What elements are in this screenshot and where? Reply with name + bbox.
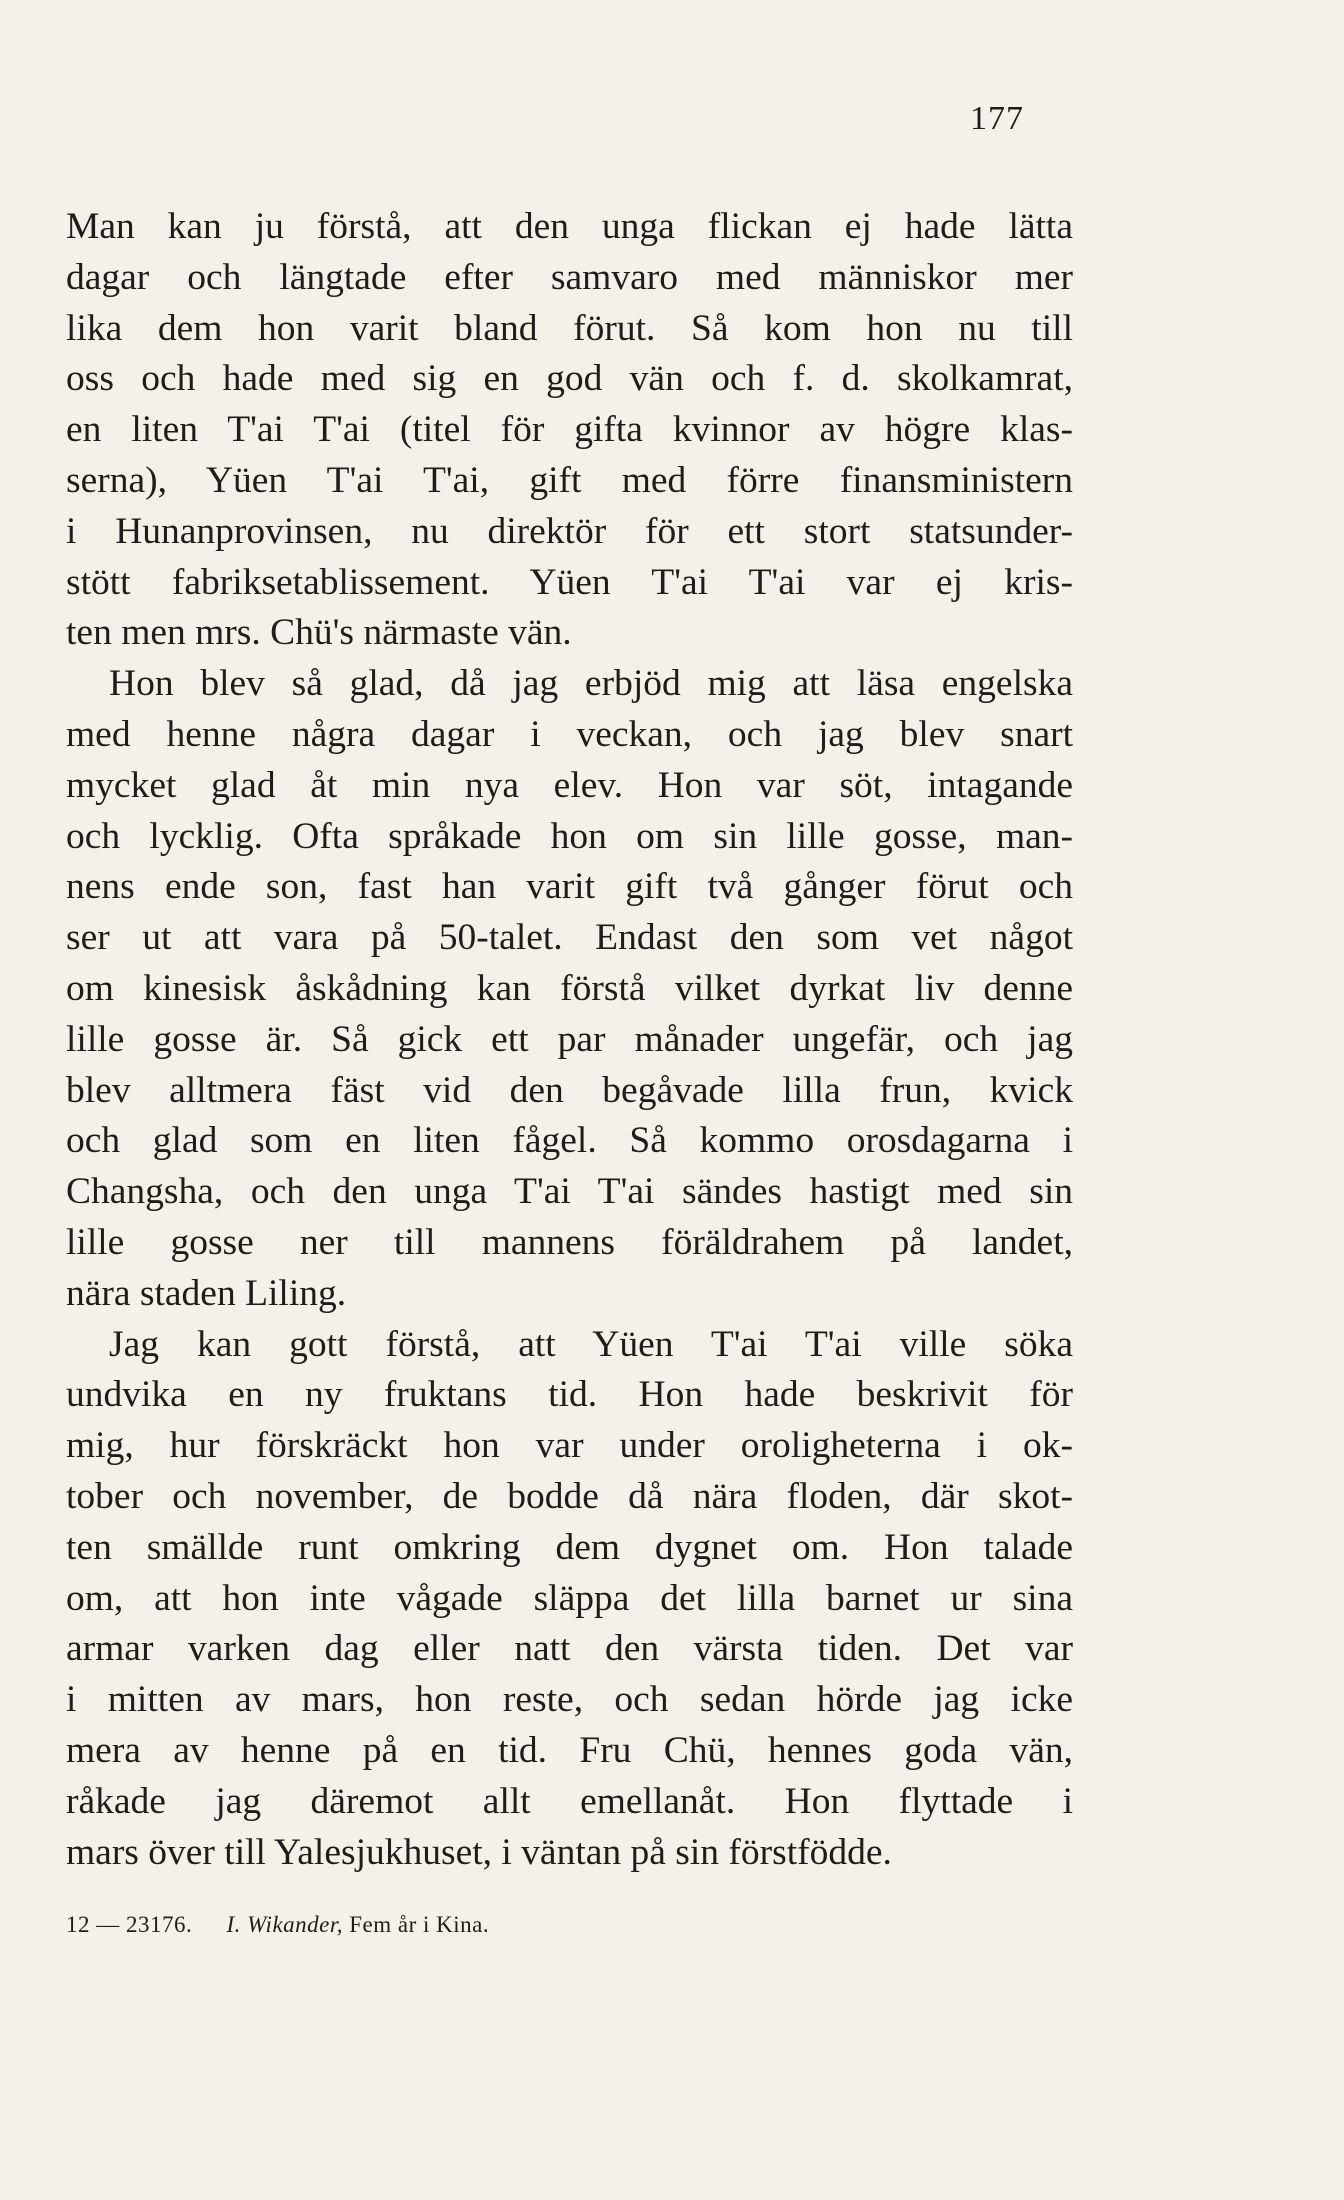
text-line: lille gosse är. Så gick ett par månader ungefär, och jag [66, 1018, 1073, 1060]
text-line: om kinesisk åskådning kan förstå vilket dyrkat liv denne [66, 967, 1073, 1009]
text-line: ten men mrs. Chü's närmaste vän. [66, 612, 572, 654]
text-line: nens ende son, fast han varit gift två gånger förut och [66, 866, 1073, 908]
text-line: mars över till Yalesjukhuset, i väntan på sin förstfödde. [66, 1831, 892, 1873]
text-line: dagar och längtade efter samvaro med människor mer [66, 256, 1073, 298]
text-line: serna), Yüen T'ai T'ai, gift med förre finansministern [66, 459, 1073, 501]
text-line: ser ut att vara på 50-talet. Endast den som vet något [66, 917, 1073, 959]
text-line: lille gosse ner till mannens föräldrahem på landet, [66, 1221, 1073, 1263]
footnote-author: I. Wikander, [226, 1912, 344, 1937]
text-line: lika dem hon varit bland förut. Så kom hon nu till [66, 307, 1073, 349]
text-line: Man kan ju förstå, att den unga flickan ej hade lätta [66, 206, 1073, 247]
printer-footnote [66, 1912, 489, 1938]
text-line: stött fabriksetablissement. Yüen T'ai T'ai var ej kris- [66, 561, 1073, 603]
text-line: råkade jag däremot allt emellanåt. Hon flyttade i [66, 1780, 1073, 1822]
text-line: Jag kan gott förstå, att Yüen T'ai T'ai ville söka [109, 1323, 1073, 1365]
text-line: nära staden Liling. [66, 1272, 347, 1314]
text-line: i Hunanprovinsen, nu direktör för ett stort statsunder- [66, 510, 1073, 552]
text-line: undvika en ny fruktans tid. Hon hade beskrivit för [66, 1374, 1073, 1416]
footnote-title: Fem år i Kina. [349, 1912, 490, 1937]
text-line: blev alltmera fäst vid den begåvade lilla frun, kvick [66, 1069, 1073, 1111]
text-line: tober och november, de bodde då nära floden, där skot- [66, 1475, 1073, 1517]
text-line: om, att hon inte vågade släppa det lilla barnet ur sina [66, 1577, 1073, 1619]
text-line: mig, hur förskräckt hon var under oroligheterna i ok- [66, 1425, 1073, 1467]
signature-mark: 12 — 23176. [66, 1912, 193, 1937]
body-text [66, 202, 1073, 1878]
text-line: och glad som en liten fågel. Så kommo orosdagarna i [66, 1120, 1073, 1162]
text-line: i mitten av mars, hon reste, och sedan hörde jag icke [66, 1679, 1073, 1721]
text-line: Changsha, och den unga T'ai T'ai sändes hastigt med sin [66, 1171, 1073, 1213]
text-line: mera av henne på en tid. Fru Chü, hennes goda vän, [66, 1729, 1073, 1771]
text-line: en liten T'ai T'ai (titel för gifta kvinnor av högre klas- [66, 409, 1073, 451]
text-line: oss och hade med sig en god vän och f. d. skolkamrat, [66, 358, 1073, 400]
text-line: ten smällde runt omkring dem dygnet om. Hon talade [66, 1526, 1073, 1568]
text-line: armar varken dag eller natt den värsta tiden. Det var [66, 1628, 1073, 1670]
text-line: Hon blev så glad, då jag erbjöd mig att läsa engelska [109, 663, 1073, 705]
text-line: mycket glad åt min nya elev. Hon var söt, intagande [66, 764, 1073, 806]
text-line: med henne några dagar i veckan, och jag blev snart [66, 713, 1073, 755]
page-number: 177 [970, 100, 1024, 137]
text-line: och lycklig. Ofta språkade hon om sin lille gosse, man- [66, 815, 1073, 857]
